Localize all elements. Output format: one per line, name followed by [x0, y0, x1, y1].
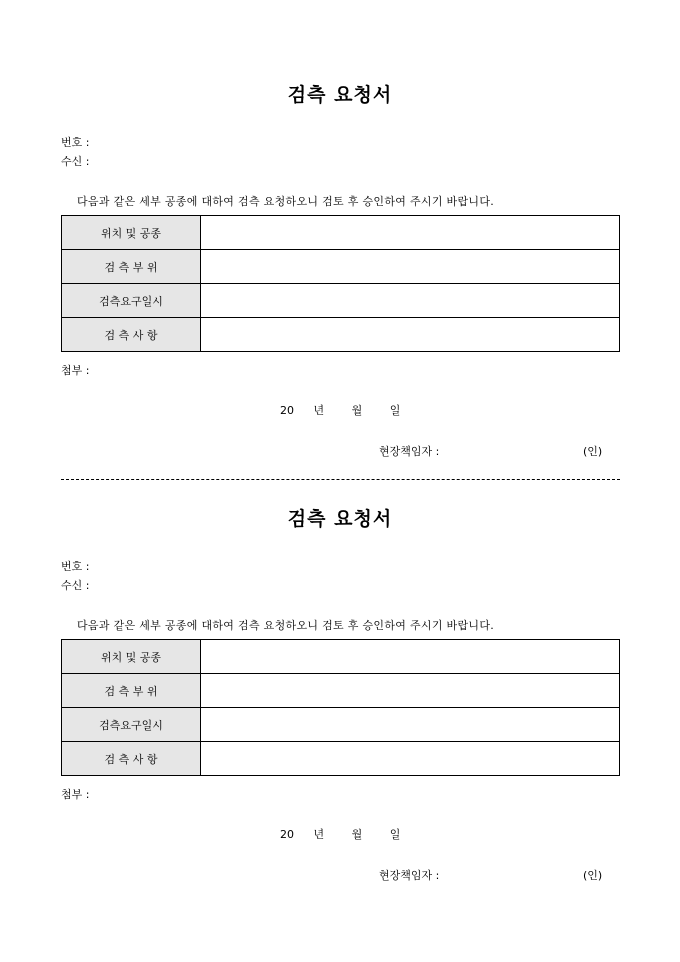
form-title: 검측 요청서 [287, 84, 393, 106]
form-title: 검측 요청서 [287, 508, 393, 530]
date-day-unit: 일 [389, 404, 401, 417]
table-row [62, 216, 620, 250]
date-month-unit: 월 [351, 404, 363, 417]
location-value-cell[interactable] [201, 640, 620, 674]
row-label-part: 검 측 부 위 [62, 250, 201, 284]
attachment-label: 첨부 : [61, 364, 90, 377]
site-manager-label: 현장책임자 : [379, 869, 440, 882]
location-value-cell[interactable] [201, 216, 620, 250]
table-row [62, 284, 620, 318]
table-row [62, 742, 620, 776]
site-manager-label: 현장책임자 : [379, 445, 440, 458]
datetime-value-cell[interactable] [201, 284, 620, 318]
date-year: 20 [280, 404, 294, 417]
date-line [280, 826, 400, 842]
row-label-items: 검 측 사 항 [62, 318, 201, 352]
row-label-part: 검 측 부 위 [62, 674, 201, 708]
seal-mark: (인) [583, 869, 603, 882]
table-row [62, 250, 620, 284]
items-value-cell[interactable] [201, 318, 620, 352]
date-day-unit: 일 [389, 828, 401, 841]
inspection-table [61, 215, 620, 352]
date-year: 20 [280, 828, 294, 841]
table-row [62, 708, 620, 742]
number-label: 번호 : [61, 136, 90, 149]
date-line [280, 402, 400, 418]
table-row [62, 674, 620, 708]
table-row [62, 318, 620, 352]
date-year-unit: 년 [313, 828, 325, 841]
datetime-value-cell[interactable] [201, 708, 620, 742]
number-label: 번호 : [61, 560, 90, 573]
intro-text: 다음과 같은 세부 공종에 대하여 검측 요청하오니 검토 후 승인하여 주시기 바랍니다. [77, 195, 495, 208]
items-value-cell[interactable] [201, 742, 620, 776]
inspection-table [61, 639, 620, 776]
recipient-label: 수신 : [61, 155, 90, 168]
row-label-datetime: 검측요구일시 [62, 708, 201, 742]
part-value-cell[interactable] [201, 250, 620, 284]
row-label-location: 위치 및 공종 [62, 640, 201, 674]
row-label-items: 검 측 사 항 [62, 742, 201, 776]
inspection-request-form-1 [0, 0, 680, 458]
attachment-label: 첨부 : [61, 788, 90, 801]
date-year-unit: 년 [313, 404, 325, 417]
table-row [62, 640, 620, 674]
seal-mark: (인) [583, 445, 603, 458]
row-label-location: 위치 및 공종 [62, 216, 201, 250]
row-label-datetime: 검측요구일시 [62, 284, 201, 318]
date-month-unit: 월 [351, 828, 363, 841]
part-value-cell[interactable] [201, 674, 620, 708]
intro-text: 다음과 같은 세부 공종에 대하여 검측 요청하오니 검토 후 승인하여 주시기 바랍니다. [77, 619, 495, 632]
inspection-request-form-2 [0, 424, 680, 882]
recipient-label: 수신 : [61, 579, 90, 592]
